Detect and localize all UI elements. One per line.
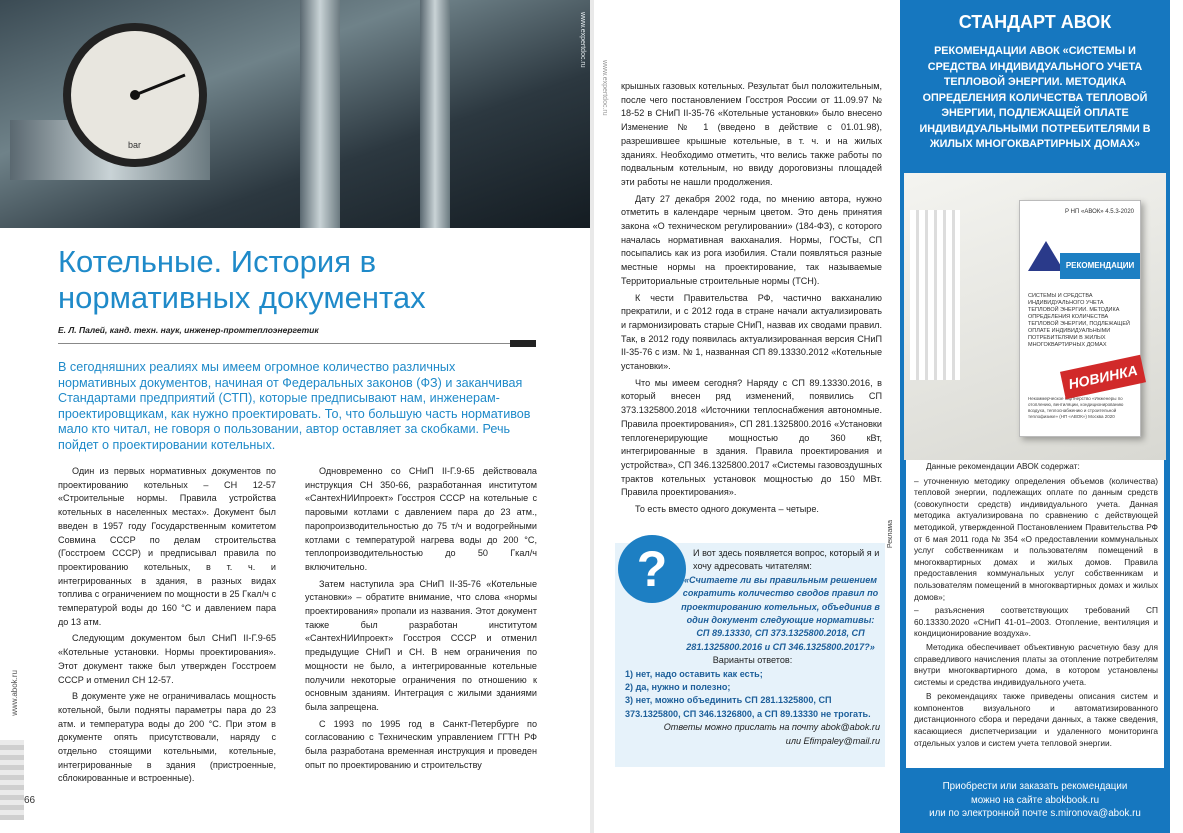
ad-label: Реклама <box>887 520 894 549</box>
list-item: – уточненную методику определения объемов (количества) тепловой энергии, подлежащих оплате по данным средств (совокупности средств) индивидуального учета. Данная методика актуализирована по сравнению с действующей методикой, утвержденной Постановлением Правительства РФ от 6 мая 2011 года № 354 «О предоставлении коммунальных услуг собственникам и пользователям помещений в многоквартирных домах и жилых домов. Правила предоставления коммунальных услуг собственникам и пользователям помещений в многоквартирных домах и жилых домов»; <box>914 475 1158 602</box>
left-page <box>0 0 590 833</box>
recommendation-description <box>914 461 1158 752</box>
question-box-text <box>625 547 880 748</box>
article-title: Котельные. История в нормативных документах <box>58 244 426 315</box>
book-publisher: Некоммерческое партнерство «Инженеры по отоплению, вентиляции, кондиционированию воздуха, теплоснабжению и строительной теплофизике» (НП «АВОК») Москва 2020 <box>1028 396 1124 419</box>
abok-logo-icon <box>1028 241 1064 271</box>
photo-credit: www.expertdoc.ru <box>579 12 586 68</box>
paragraph: Один из первых нормативных документов по проектированию котельных – СН 12-57 «Строительные нормы. Правила устройства котельных в населенных местах». Документ был введен в 1957 году Государственным комитетом Совмина СССР по делам строительства (Госстроем СССР) и предписывал правила по проектированию котельных, в т. ч. и интегрированных в здания, в разных видах топлива с ограничением по мощности в 25 Гкал/ч с температурой воды до 160 °С и давлением пара до 13 атм. <box>58 466 276 627</box>
paragraph: С 1993 по 1995 год в Санкт-Петербурге по согласованию с Техническим управлением ГГТН РФ была разработана временная инструкция и проведен опыт по проектированию и строительству <box>305 718 537 770</box>
abok-recommendation-title: РЕКОМЕНДАЦИИ АВОК «СИСТЕМЫ И СРЕДСТВА ИНДИВИДУАЛЬНОГО УЧЕТА ТЕПЛОВОЙ ЭНЕРГИИ. МЕТОДИКА ОПРЕДЕЛЕНИЯ КОЛИЧЕСТВА ТЕПЛОВОЙ ЭНЕРГИИ, ПОДЛЕЖАЩЕЙ ОПЛАТЕ ИНДИВИДУАЛЬНЫМИ ПОТРЕБИТЕЛЯМИ В ЖИЛЫХ МНОГОКВАРТИРНЫХ ДОМАХ» <box>919 45 1151 150</box>
answer-option: 1) нет, надо оставить как есть; <box>625 668 763 679</box>
purchase-email-link[interactable]: или по электронной почте s.mironova@abok.ru <box>929 808 1141 819</box>
list-item: – разъяснения соответствующих требований СП 60.13330.2020 «СНиП 41-01–2003. Отопление, вентиляция и кондиционирование воздуха». <box>914 605 1158 639</box>
paragraph: В документе уже не ограничивалась мощность котельной, были подняты параметры пара до 23 атм. и температура воды до 200 °С. При этом в документе опять присутствовали, наряду с отдельно стоящими котельными, котельные, интегрированные в здания (пристроенные, сблокированные и встроенные). <box>58 691 276 784</box>
book-band: РЕКОМЕНДАЦИИ АВОК <box>1060 253 1140 279</box>
answer-option: 2) да, нужно и полезно; <box>625 682 731 693</box>
paragraph: Следующим документом был СНиП II-Г.9-65 «Котельные установки. Нормы проектирования». Этот документ также был утвержден Госстроем СССР и отменил СН 12-57. <box>58 633 276 685</box>
variants-label: Варианты ответов: <box>712 655 793 666</box>
pipe-shape <box>300 0 340 228</box>
text-column-2 <box>305 465 537 775</box>
new-stamp: НОВИНКА <box>1060 355 1146 399</box>
purchase-line: Приобрести или заказать рекомендации <box>942 781 1128 792</box>
paragraph: Затем наступила эра СНиП II-35-76 «Котельные установки» – обратите внимание, что слова «нормы проектирования» пропали из названия. Этот документ также был разработан институтом «СантехНИИпроект» Госстроя СССР и отменил предыдущие СНиП и СН. В нем ограничения по мощности не было, а интегрированные котельные получили некоторые ограничения по отношению к основным зданиям. Интеграция с жилыми зданиями была запрещена. <box>305 578 537 712</box>
book-code: Р НП «АВОК» 4.5.3-2020 <box>1065 209 1134 215</box>
radiator-shape <box>910 210 960 380</box>
page-number: 66 <box>24 795 36 806</box>
decorative-pixel-strip <box>0 740 24 820</box>
question-mark-icon: ? <box>618 535 686 603</box>
divider <box>58 343 536 344</box>
text-column-1 <box>58 465 276 789</box>
purchase-site-link[interactable]: можно на сайте abokbook.ru <box>970 794 1100 806</box>
send-answers-email-alt[interactable]: или Efimpaley@mail.ru <box>785 735 880 746</box>
paragraph: Одновременно со СНиП II-Г.9-65 действовала инструкция СН 350-66, разработанная институтом «СантехНИИпроект» Госстроя СССР на котельные с паровыми котлами с давлением пара до 23 атм., паропроизводительностью до 75 т/ч и водогрейными котлами с температурой нагрева воды до 200 °С, теплопроизводительностью до 50 Гкал/ч включительно. <box>305 466 537 572</box>
paragraph: Дату 27 декабря 2002 года, по мнению автора, нужно отметить в календаре черным цветом. Это день принятия закона «О техническом регулировании» (184-ФЗ), с которого началась нормативная вакханалия. Нормы, ГОСТы, СП посыпались как из рога изобилия. Стали появляться разные местные нормы на проектирование, так называемые Территориальные строительные нормы (ТСН). <box>621 193 882 286</box>
answer-option: 3) нет, можно объединить СП 281.1325800, СП 373.1325800, СП 346.1326800, а СП 89.13330 не трогать. <box>625 695 871 719</box>
abok-standard-header: СТАНДАРТ АВОК <box>958 12 1112 32</box>
pipe-shape <box>420 0 450 228</box>
paragraph: крышных газовых котельных. Результат был положительным, после чего постановлением Госстроя России от 11.09.97 № 18-52 в СНиП II-35-76 «Котельные установки» было внесено Изменение № 1 (введено в действие с 01.01.98), разрешившее крышные котельные, в т. ч. и на жилых зданиях. Необходимо отметить, что велись также работы по подвальным котельным, но ввиду дороговизны площадей эти работы не нашли продолжения. <box>621 81 882 187</box>
book-title: СИСТЕМЫ И СРЕДСТВА ИНДИВИДУАЛЬНОГО УЧЕТА ТЕПЛОВОЙ ЭНЕРГИИ. МЕТОДИКА ОПРЕДЕЛЕНИЯ КОЛИЧЕСТВА ТЕПЛОВОЙ ЭНЕРГИИ, ПОДЛЕЖАЩЕЙ ОПЛАТЕ ИНДИВИДУАЛЬНЫМИ ПОТРЕБИТЕЛЯМИ В ЖИЛЫХ МНОГОКВАРТИРНЫХ ДОМАХ <box>1028 293 1130 348</box>
paragraph: Что мы имеем сегодня? Наряду с СП 89.13330.2016, в который внесен ряд изменений, появились СП 373.1325800.2018 «Источники теплоснабжения автономные. Правила проектирования», СП 281.1325800.2016 «Установки теплогенерирующие мощностью до 360 кВт, интегрированные в здания. Правила проектирования и устройства», СП 346.1325800.2017 «Системы газовоздушных трактов котельных установок мощностью до 150 МВт. Правила проектирования». <box>621 377 882 498</box>
boiler-gauge-photo <box>0 0 590 228</box>
book-cover <box>1019 200 1141 437</box>
pressure-gauge-icon <box>60 0 220 190</box>
lead-paragraph: В сегодняшних реалиях мы имеем огромное количество различных нормативных документов, начиная от Федеральных законов (ФЗ) и заканчивая Стандартами предприятий (СТП), которые предписывают нам, инженерам-проектировщикам, как нужно проектировать. То, что большую часть нормативов мало кто читал, не говоря о пользовании, автор оставляет за скобками. Речь пойдет о проектировании котельных. <box>58 360 531 452</box>
paragraph: В рекомендациях также приведены описания систем и компонентов визуального и автоматизированного дистанционного сбора и передачи данных, а также сведения, касающиеся диспетчеризации и удаленного мониторинга отдельных узлов и систем учета тепловой энергии. <box>914 691 1158 748</box>
contents-list <box>914 476 1158 640</box>
question-text: «Считаете ли вы правильным решением сократить количество сводов правил по проектированию котельных, объединив в один документ следующие нормативы: СП 89.13330, СП 373.1325800.2018, СП 281.1325800.2016 и СП 346.1325800.2017?» <box>681 574 880 652</box>
send-answers-email[interactable]: Ответы можно прислать на почту abok@abok.ru <box>663 722 880 733</box>
divider-mark <box>510 340 536 347</box>
text-column-3 <box>621 80 882 520</box>
paragraph: Методика обеспечивает объективную расчетную базу для справедливого начисления платы за отопление потребителям внутри многоквартирного дома, в котором установлены системы и средства индивидуального учета. <box>914 641 1158 687</box>
question-intro: И вот здесь появляется вопрос, который я и хочу адресовать читателям: <box>693 548 880 572</box>
gauge-label: bar <box>128 140 142 150</box>
article-author: Е. Л. Палей, канд. техн. наук, инженер-промтеплоэнергетик <box>58 325 319 335</box>
paragraph: То есть вместо одного документа – четыре. <box>635 504 819 515</box>
site-url[interactable]: www.abok.ru <box>10 670 19 716</box>
purchase-info <box>906 780 1164 821</box>
paragraph: К чести Правительства РФ, частично вакханалию прекратили, и с 2012 года в стране начали актуализировать и гармонизировать старые СНиП, назвав их сводами правил. Так, в 2012 году появилась актуализированная версия СНиП II-35-76 с изм. № 1, названная СП 89.13330.2012 «Котельные установки». <box>621 292 882 372</box>
contains-heading: Данные рекомендации АВОК содержат: <box>926 461 1080 471</box>
photo-credit: www.expertdoc.ru <box>601 60 608 116</box>
